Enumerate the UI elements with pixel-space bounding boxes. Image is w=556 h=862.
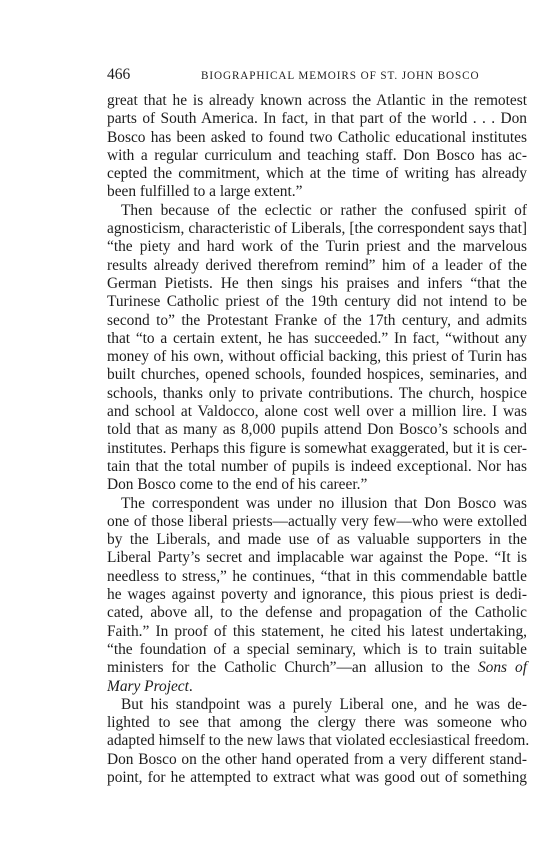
body-text xyxy=(107,92,530,787)
paragraph-first-line: But his standpoint was a purely Liberal one, and he was de- xyxy=(121,695,527,713)
text-line: told that as many as 8,000 pupils attend Don Bosco’s schools and xyxy=(107,421,527,439)
text-line: been fulfilled to a large extent.” xyxy=(107,183,303,201)
text-line: second to” the Protestant Franke of the 17th century, and admits xyxy=(107,311,527,329)
text-line: by the Liberals, and made use of as valuable supporters in the xyxy=(107,531,527,549)
text-line: Don Bosco on the other hand operated from a very different stand- xyxy=(107,750,527,768)
text-line: tain that the total number of pupils is indeed exceptional. Nor has xyxy=(107,457,527,475)
text-line: Bosco has been asked to found two Catholic educational institutes xyxy=(107,128,527,146)
text-line: Turinese Catholic priest of the 19th century did not intend to be xyxy=(107,293,527,311)
text-line: great that he is already known across the Atlantic in the remotest xyxy=(107,92,527,109)
text-line: built churches, opened schools, founded hospices, seminaries, and xyxy=(107,366,527,384)
text-line: Mary Project. xyxy=(107,677,193,695)
text-line: cepted the commitment, which at the time of writing has already xyxy=(107,165,527,183)
text-line: agnosticism, characteristic of Liberals, [the correspondent says that] xyxy=(107,220,527,238)
page-number: 466 xyxy=(107,66,131,83)
text-line: schools, thanks only to private contributions. The church, hospice xyxy=(107,384,527,402)
text-line: “the foundation of a special seminary, which is to train suitable xyxy=(107,640,527,658)
book-page xyxy=(107,66,530,787)
text-line: ministers for the Catholic Church”—an allusion to the Sons of xyxy=(107,659,527,677)
text-line: Don Bosco come to the end of his career.” xyxy=(107,476,368,494)
text-line: parts of South America. In fact, in that part of the world . . . Don xyxy=(107,110,527,128)
text-line: and school at Valdocco, alone cost well over a million lire. I was xyxy=(107,403,527,421)
paragraph-first-line: Then because of the eclectic or rather the confused spirit of xyxy=(121,201,527,219)
text-line: with a regular curriculum and teaching staff. Don Bosco has ac- xyxy=(107,146,527,164)
text-line: results already derived therefrom remind” him of a leader of the xyxy=(107,256,527,274)
text-line: he wages against poverty and ignorance, this pious priest is dedi- xyxy=(107,586,527,604)
text-line: German Pietists. He then sings his praises and infers “that the xyxy=(107,274,527,292)
italic-title: Sons of xyxy=(477,659,527,677)
text-line: needless to stress,” he continues, “that in this commendable battle xyxy=(107,567,527,585)
text-line: one of those liberal priests—actually very few—who were extolled xyxy=(107,512,527,530)
italic-title: Mary Project xyxy=(107,677,189,695)
running-header xyxy=(107,66,527,88)
text-line: Liberal Party’s secret and implacable war against the Pope. “It is xyxy=(107,549,527,567)
text-line: adapted himself to the new laws that violated ecclesiastical freedom. xyxy=(107,732,530,750)
text-line: point, for he attempted to extract what was good out of something xyxy=(107,768,527,786)
text-line: that “to a certain extent, he has succeeded.” In fact, “without any xyxy=(107,329,527,347)
text-line: “the piety and hard work of the Turin priest and the marvelous xyxy=(107,238,527,256)
text-line: Faith.” In proof of this statement, he cited his latest undertaking, xyxy=(107,622,527,640)
text-line: institutes. Perhaps this figure is somewhat exaggerated, but it is cer- xyxy=(107,439,527,457)
running-title: BIOGRAPHICAL MEMOIRS OF ST. JOHN BOSCO xyxy=(201,70,480,82)
paragraph-first-line: The correspondent was under no illusion that Don Bosco was xyxy=(121,494,527,512)
text-line: money of his own, without official backing, this priest of Turin has xyxy=(107,348,527,366)
text-line: cated, above all, to the defense and propagation of the Catholic xyxy=(107,604,527,622)
text-line: lighted to see that among the clergy there was someone who xyxy=(107,714,527,732)
